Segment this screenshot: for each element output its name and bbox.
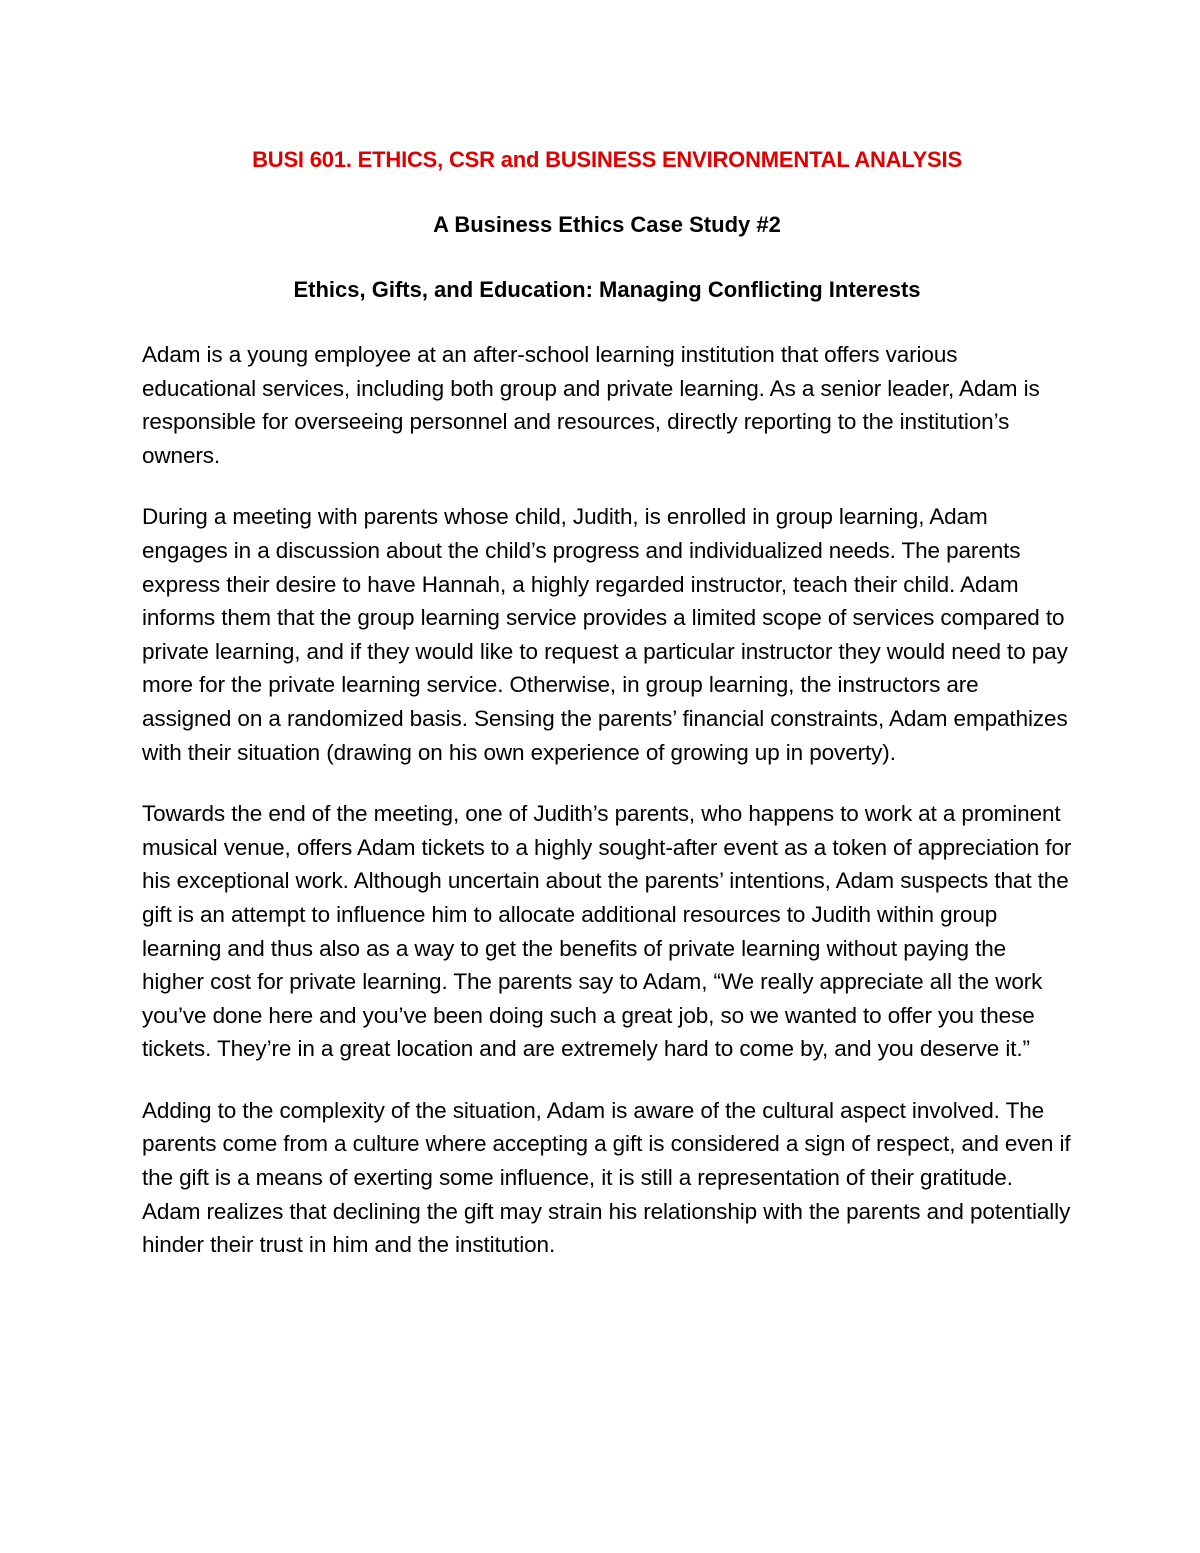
paragraph-intro: Adam is a young employee at an after-school learning institution that offers various educational services, including both group and private learning. As a senior leader, Adam is responsible for overseeing personnel and resources, directly reporting to the institution’s owners.	[142, 342, 1040, 468]
paragraph-cultural-aspect: Adding to the complexity of the situation, Adam is aware of the cultural aspect involved. The parents come from a culture where accepting a gift is considered a sign of respect, and even if the gift is a means of exerting some influence, it is still a representation of their gratitude. Adam realizes that declining the gift may strain his relationship with the parents and potentially hinder their trust in him and the institution.	[142, 1097, 1071, 1258]
paragraph-gift-offer: Towards the end of the meeting, one of Judith’s parents, who happens to work at a prominent musical venue, offers Adam tickets to a highly sought-after event as a token of appreciation for his exceptional work. Although uncertain about the parents’ intentions, Adam suspects that the gift is an attempt to influence him to allocate additional resources to Judith within group learning and thus also as a way to get the benefits of private learning without paying the higher cost for private learning. The parents say to Adam, “We really appreciate all the work you’ve done here and you’ve been doing such a great job, so we wanted to offer you these tickets. They’re in a great location and are extremely hard to come by, and you deserve it.”	[142, 801, 1072, 1062]
paragraph-meeting: During a meeting with parents whose child, Judith, is enrolled in group learning, Adam engages in a discussion about the child’s progress and individualized needs. The parents express their desire to have Hannah, a highly regarded instructor, teach their child. Adam informs them that the group learning service provides a limited scope of services compared to private learning, and if they would like to request a particular instructor they would need to pay more for the private learning service. Otherwise, in group learning, the instructors are assigned on a randomized basis. Sensing the parents’ financial constraints, Adam empathizes with their situation (drawing on his own experience of growing up in poverty).	[142, 504, 1068, 765]
course-title: BUSI 601. ETHICS, CSR and BUSINESS ENVIRONMENTAL ANALYSIS	[252, 147, 962, 172]
case-study-title: Ethics, Gifts, and Education: Managing Conflicting Interests	[293, 277, 921, 302]
document-content	[142, 140, 1072, 1290]
case-study-label: A Business Ethics Case Study #2	[433, 212, 781, 237]
